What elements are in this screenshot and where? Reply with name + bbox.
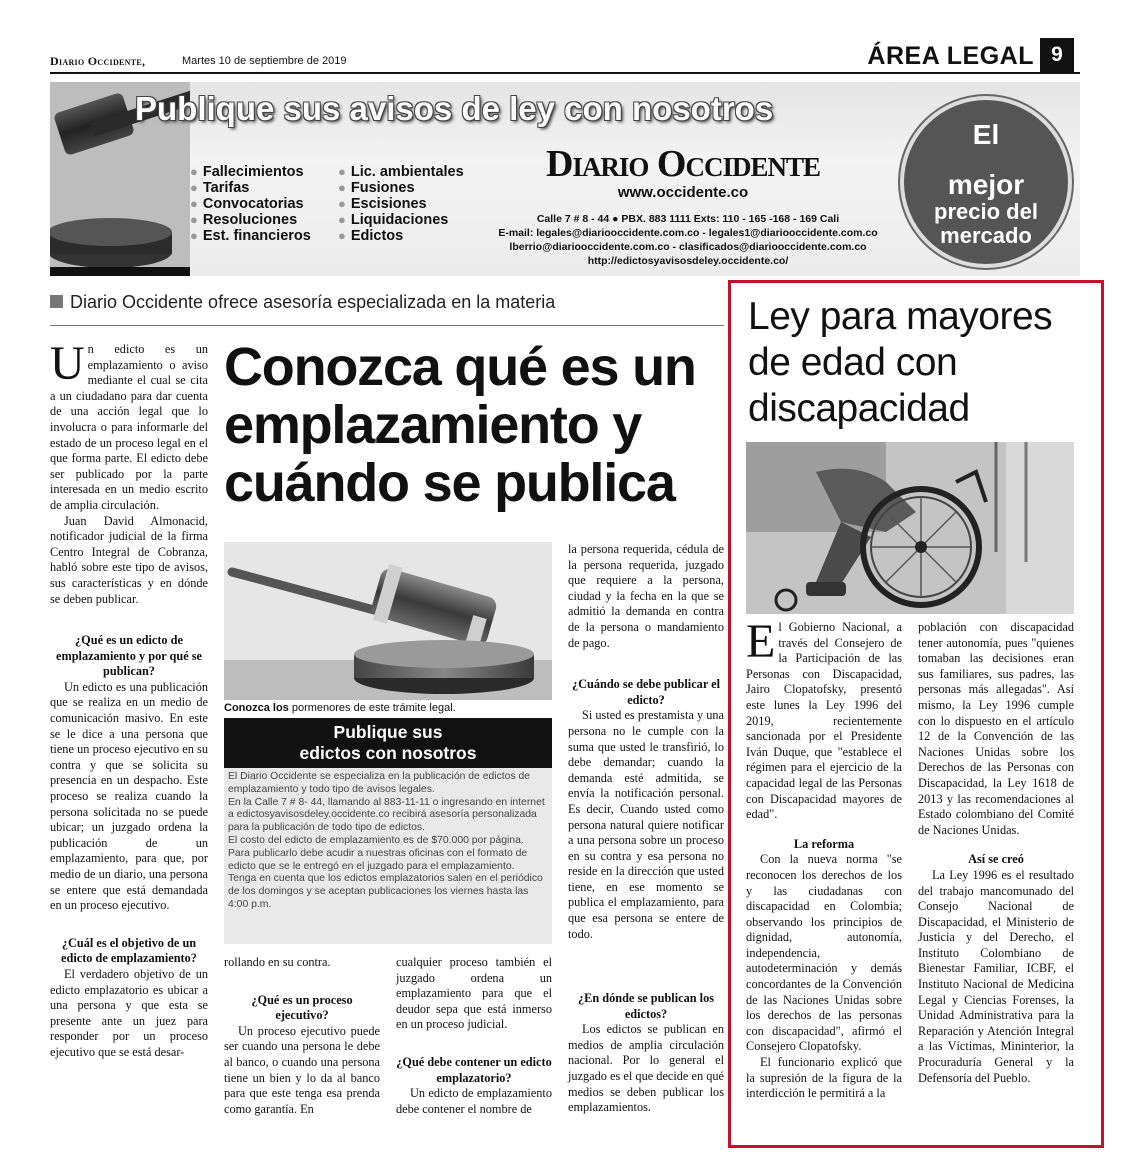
article-paragraph: Un edicto de emplazamiento debe contener el nombre de bbox=[396, 1086, 552, 1116]
ad-service-item: ● Liquidaciones bbox=[338, 212, 464, 228]
caption-bold: Conozca los bbox=[224, 702, 289, 714]
wheelchair-photo bbox=[746, 442, 1074, 614]
promo-paragraph: Tenga en cuenta que los edictos emplazatorios salen en el periódico de los domingos y se aceptan publicaciones los viernes hasta las 4:00 p.m. bbox=[228, 873, 543, 910]
ad-service-item: ● Lic. ambientales bbox=[338, 164, 464, 180]
ad-service-item: ● Convocatorias bbox=[190, 196, 311, 212]
promo-paragraph: El Diario Occidente se especializa en la publicación de edictos de emplazamiento y todo tipo de avisos legales. bbox=[228, 771, 531, 795]
ad-service-item: ● Fusiones bbox=[338, 180, 464, 196]
paper-name: Diario Occidente, bbox=[50, 54, 146, 68]
ad-service-item: ● Tarifas bbox=[190, 180, 311, 196]
newspaper-logo: Diario Occidente bbox=[545, 143, 821, 185]
article-paragraph: rollando en su contra. bbox=[224, 955, 331, 969]
ad-url-line: http://edictosyavisosdeley.occidente.co/ bbox=[587, 255, 789, 267]
ad-services-right bbox=[338, 164, 464, 244]
feature-paragraph: El funcionario explicó que la supresión de la figura de la interdicción le permitirá a la bbox=[746, 1055, 902, 1101]
page-number: 9 bbox=[1040, 38, 1074, 72]
ad-email-line: E-mail: legales@diariooccidente.com.co - legales1@diariooccidente.com.co bbox=[498, 227, 878, 239]
gavel-photo bbox=[224, 542, 552, 700]
article-column-3 bbox=[568, 542, 724, 942]
issue-date: Martes 10 de septiembre de 2019 bbox=[182, 55, 347, 67]
feature-subhead: Así se creó bbox=[968, 852, 1024, 867]
ad-service-item: ● Est. financieros bbox=[190, 228, 311, 244]
article-column-1 bbox=[50, 337, 208, 1061]
promo-box-header bbox=[224, 718, 552, 768]
article-paragraph: Si usted es prestamista y una persona no le cumple con la suma que usted le transfirió, lo debe demandar; cuando la demanda esté admitida, se envía la notificación personal. Es decir, Cuando usted como persona natural quiere notificar a una persona sobre un proceso en su contra y esa persona no reside en la dirección que usted tiene, en ese momento se publica el emplazamiento, para que esa persona se entere de todo. bbox=[568, 708, 724, 941]
ad-banner bbox=[50, 82, 1080, 276]
kicker-text: Diario Occidente ofrece asesoría especializada en la materia bbox=[70, 292, 556, 312]
feature-paragraph: población con discapacidad tener autonomía, pues "quienes tomaban las decisiones eran sus familiares, sus padres, las personas más allegadas". Así mismo, la Ley 1996 cumple con lo dispuesto en el artículo 12 de la Convención de las Naciones Unidas sobre los Derechos de las Personas con Discapacidad, la Ley 1618 de 2013 y las recomendaciones al Estado colombiano del Comité de Naciones Unidas. bbox=[918, 620, 1074, 837]
article-paragraph: Juan David Almonacid, notificador judicial de la firma Centro Integral de Cobranza, habló sobre este tipo de avisos, sus características y en dónde se deben publicar. bbox=[50, 513, 208, 606]
article-subhead: ¿Cuál es el objetivo de un edicto de emplazamiento? bbox=[61, 935, 197, 966]
article-paragraph: cualquier proceso también el juzgado ordena un emplazamiento para que el deudor sepa que está inmerso en un proceso judicial. bbox=[396, 955, 552, 1032]
badge-line: El bbox=[972, 119, 1000, 150]
article-column-2-lower bbox=[224, 955, 380, 1117]
article-paragraph: Los edictos se publican en medios de amplia circulación nacional. Por lo general el juzgado es el que decide en qué medios se deben publicar los emplazamientos. bbox=[568, 1022, 724, 1115]
badge-line: mercado bbox=[940, 223, 1032, 248]
article-paragraph: Un proceso ejecutivo puede ser cuando una persona le debe al banco, o cuando una persona tiene un bien y lo da al banco para que este tenga esa prenda como garantía. En bbox=[224, 1023, 380, 1116]
promo-head-line: Publique sus bbox=[333, 722, 443, 742]
ad-address-line: Calle 7 # 8 - 44 ● PBX. 883 1111 Exts: 110 - 165 -168 - 169 Cali bbox=[536, 213, 840, 225]
feature-headline: Ley para mayores de edad con discapacidad bbox=[748, 295, 1053, 430]
square-icon bbox=[50, 295, 63, 308]
promo-paragraph: El costo del edicto de emplazamiento es de $70.000 por página. Para publicarlo debe acudir a nuestras oficinas con el formato de edicto que se le entregó en el juzgado para el emplazamiento. bbox=[228, 834, 528, 872]
article-paragraph: Un edicto es un emplazamiento o aviso mediante el cual se cita a un ciudadano para dar cuenta de una acción legal que lo involucra o para informarle del estado de un proceso legal en el que forma parte. El edicto debe ser publicado por la parte interesada en un medio escrito de amplia circulación. bbox=[50, 337, 208, 512]
article-subhead: ¿En dónde se publican los edictos? bbox=[578, 991, 714, 1021]
article-column-4-lower bbox=[568, 955, 724, 1116]
article-subhead: ¿Qué es un edicto de emplazamiento y por qué se publican? bbox=[56, 633, 202, 679]
promo-paragraph: En la Calle 7 # 8- 44, llamando al 883-11-11 o ingresando en internet a edictosyavisosdeley.occidente.co recibirá asesoría personalizada para la publicación de todo tipo de edictos. bbox=[228, 796, 545, 834]
article-headline: Conozca qué es un emplazamiento y cuándo se publica bbox=[224, 337, 696, 513]
ad-website: www.occidente.co bbox=[617, 184, 749, 201]
article-subhead: ¿Qué debe contener un edicto emplazatorio? bbox=[396, 1054, 552, 1085]
article-paragraph: la persona requerida, cédula de la persona requerida, juzgado que requiere a la persona, ciudad y la fecha en la que se admitió la demanda en contra de la persona o mandamiento de pago. bbox=[568, 542, 724, 650]
ad-headline: Publique sus avisos de ley con nosotros bbox=[135, 90, 774, 127]
feature-column-2 bbox=[918, 620, 1074, 1086]
masthead bbox=[50, 42, 1080, 74]
promo-box-text bbox=[228, 771, 548, 912]
article-paragraph: Un edicto es una publicación que se realiza en un medio de comunicación masivo. En este se le dice a una persona que tiene un proceso ejecutivo en su contra y que se solicita su presencia en un despacho. Este proceso se realiza cuando la persona solicitada no se puede ubicar; un juzgado ordena la publicación de un emplazamiento, para que, por medio de un diario, una persona se entere que está demandada en un proceso ejecutivo. bbox=[50, 679, 208, 913]
article-paragraph: El verdadero objetivo de un edicto emplazatorio es ubicar a una persona y que esta se presente ante un juez para responder por un proceso ejecutivo que se está desar- bbox=[50, 966, 208, 1059]
ad-service-item: ● Escisiones bbox=[338, 196, 464, 212]
feature-subhead: La reforma bbox=[793, 836, 855, 851]
ad-services-left bbox=[190, 164, 311, 244]
ad-service-item: ● Fallecimientos bbox=[190, 164, 311, 180]
promo-head-line: edictos con nosotros bbox=[299, 743, 477, 763]
badge-line: mejor bbox=[947, 169, 1025, 200]
kicker bbox=[50, 292, 724, 326]
photo-caption bbox=[224, 702, 552, 714]
feature-paragraph: La Ley 1996 es el resultado del trabajo mancomunado del Consejo Nacional de Discapacidad, el Ministerio de Justicia y del Derecho, el Instituto Colombiano de Bienestar Familiar, ICBF, el Instituto Nacional de Medicina Legal y Ciencias Forenses, la Unidad Administrativa para la Reparación y Atención Integral a las Víctimas, Mininterior, la Procuraduría General y la Defensoría del Pueblo. bbox=[918, 867, 1074, 1085]
caption-text: pormenores de este trámite legal. bbox=[288, 702, 456, 714]
section-title: ÁREA LEGAL bbox=[867, 42, 1034, 70]
ad-email-line: lberrio@diariooccidente.com.co - clasificados@diariooccidente.com.co bbox=[509, 241, 867, 253]
article-subhead: ¿Cuándo se debe publicar el edicto? bbox=[571, 677, 721, 707]
ad-service-item: ● Resoluciones bbox=[190, 212, 311, 228]
promo-box bbox=[224, 718, 552, 944]
feature-paragraph: El Gobierno Nacional, a través del Consejero de la Participación de las Personas con Discapacidad, Jairo Clopatofsky, presentó este lunes la Ley 1996 del 2019, recientemente sancionada por el Presidente Iván Duque, que "establece el régimen para el ejercicio de la capacidad legal de las Personas con Discapacidad mayores de edad". bbox=[746, 615, 902, 822]
badge-line: precio del bbox=[934, 199, 1038, 224]
article-column-3-lower bbox=[396, 955, 552, 1117]
ad-contact bbox=[478, 212, 898, 268]
feature-paragraph: Con la nueva norma "se reconocen los derechos de los y las ciudadanas con discapacidad en Colombia; observando los principios de dignidad, autonomía, independencia, autodeterminación y demás concordantes de la Convención de las Naciones Unidas sobre los derechos de las personas con discapacidad", afirmó el Consejero Clopatofsky. bbox=[746, 852, 902, 1054]
price-badge bbox=[900, 96, 1072, 268]
ad-service-item: ● Edictos bbox=[338, 228, 464, 244]
article-subhead: ¿Qué es un proceso ejecutivo? bbox=[251, 992, 353, 1023]
feature-column-1 bbox=[746, 615, 902, 1102]
